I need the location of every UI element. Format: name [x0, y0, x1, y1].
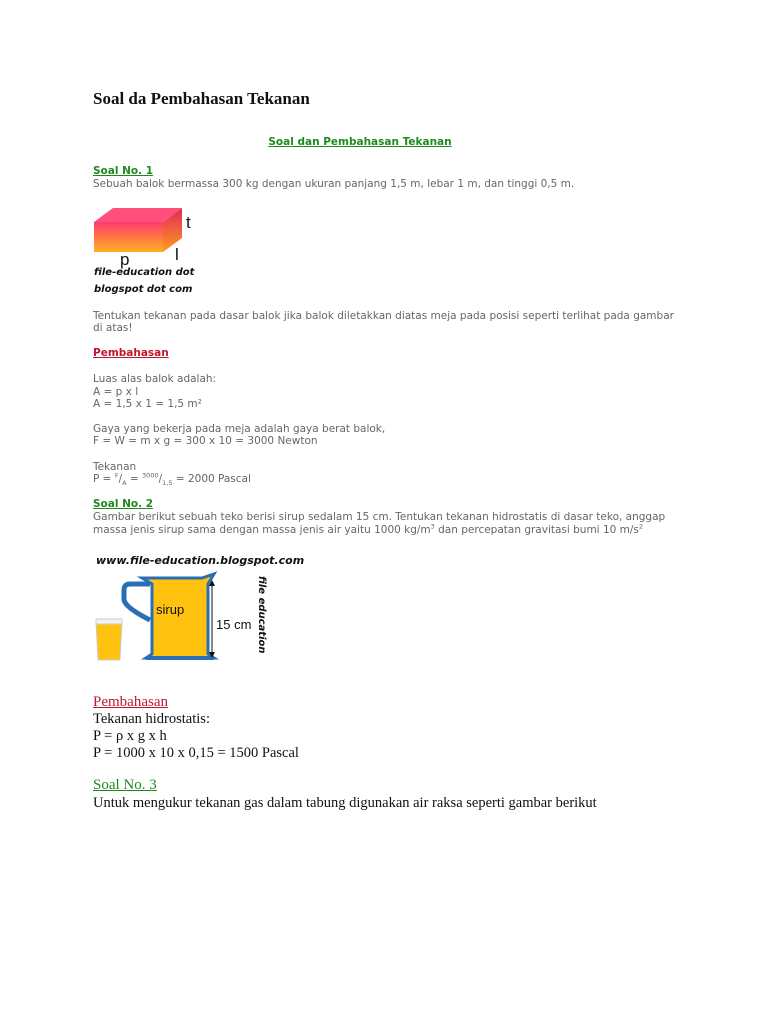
formula-den-a: A — [122, 479, 127, 488]
pembahasan-1-heading[interactable]: Pembahasan — [93, 347, 169, 359]
pembahasan-1-line: Luas alas balok adalah: — [93, 373, 217, 385]
box-figure — [92, 204, 202, 298]
formula-result: = 2000 Pascal — [172, 473, 251, 485]
glass-icon — [96, 622, 122, 660]
soal-1-text: Sebuah balok bermassa 300 kg dengan ukuran panjang 1,5 m, lebar 1 m, dan tinggi 0,5 m. — [93, 178, 575, 190]
soal-1-heading[interactable]: Soal No. 1 — [93, 165, 154, 177]
watermark-line-1: file-education dot — [94, 267, 195, 278]
label-t: t — [186, 213, 191, 232]
page-title: Soal da Pembahasan Tekanan — [93, 89, 310, 108]
soal-3-heading[interactable]: Soal No. 3 — [93, 777, 157, 793]
pembahasan-2-heading[interactable]: Pembahasan — [93, 694, 168, 710]
formula-num-3000: 3000 — [142, 471, 159, 480]
label-sirup: sirup — [156, 602, 185, 617]
figure-url-text: www.file-education.blogspot.com — [96, 554, 305, 567]
pembahasan-2-line: P = 1000 x 10 x 0,15 = 1500 Pascal — [93, 745, 299, 761]
jug-handle — [124, 584, 150, 620]
watermark-line-2: blogspot dot com — [94, 284, 193, 295]
pembahasan-1-line: Gaya yang bekerja pada meja adalah gaya berat balok, — [93, 423, 386, 435]
soal-1-question-line-2: di atas! — [93, 322, 133, 334]
soal-2-line-1: Gambar berikut sebuah teko berisi sirup sedalam 15 cm. Tentukan tekanan hidrostatis di dasar teko, anggap — [93, 511, 666, 523]
formula-slash-2: / — [158, 473, 163, 485]
pembahasan-1-line: Tekanan — [93, 461, 137, 473]
soal-3-text: Untuk mengukur tekanan gas dalam tabung digunakan air raksa seperti gambar berikut — [93, 795, 597, 811]
soal-1-question-line-1: Tentukan tekanan pada dasar balok jika balok diletakkan diatas meja pada posisi seperti terlihat pada gambar — [93, 310, 674, 322]
formula-slash: / — [118, 473, 123, 485]
figure-side-text: file education — [256, 576, 267, 654]
formula-num-f: F — [114, 471, 119, 480]
formula-prefix: P = — [93, 473, 115, 485]
formula-eq: = — [126, 473, 143, 485]
label-l: l — [175, 245, 179, 264]
pembahasan-1-line: A = p x l — [93, 386, 139, 398]
pembahasan-1-line: A = 1,5 x 1 = 1,5 m² — [93, 398, 202, 410]
pembahasan-1-line: F = W = m x g = 300 x 10 = 3000 Newton — [93, 435, 318, 447]
pembahasan-2-line: Tekanan hidrostatis: — [93, 711, 210, 727]
soal-2-line-2-a: massa jenis sirup sama dengan massa jenis air yaitu 1000 kg/m — [93, 524, 431, 536]
unit-exponent-3: 3 — [430, 522, 435, 531]
label-depth: 15 cm — [216, 617, 252, 632]
pressure-formula — [93, 473, 251, 486]
unit-exponent-2: 2 — [638, 522, 644, 531]
soal-2-line-2-b: dan percepatan gravitasi bumi 10 m/s — [434, 524, 639, 536]
label-p: p — [120, 250, 130, 269]
soal-2-heading[interactable]: Soal No. 2 — [93, 498, 154, 510]
jug-figure — [92, 548, 305, 666]
article-title[interactable]: Soal dan Pembahasan Tekanan — [268, 136, 452, 148]
formula-den-15: 1,5 — [162, 479, 173, 488]
soal-2-line-2 — [93, 524, 643, 537]
pembahasan-2-line: P = ρ x g x h — [93, 728, 167, 744]
box-front-face — [94, 222, 163, 252]
